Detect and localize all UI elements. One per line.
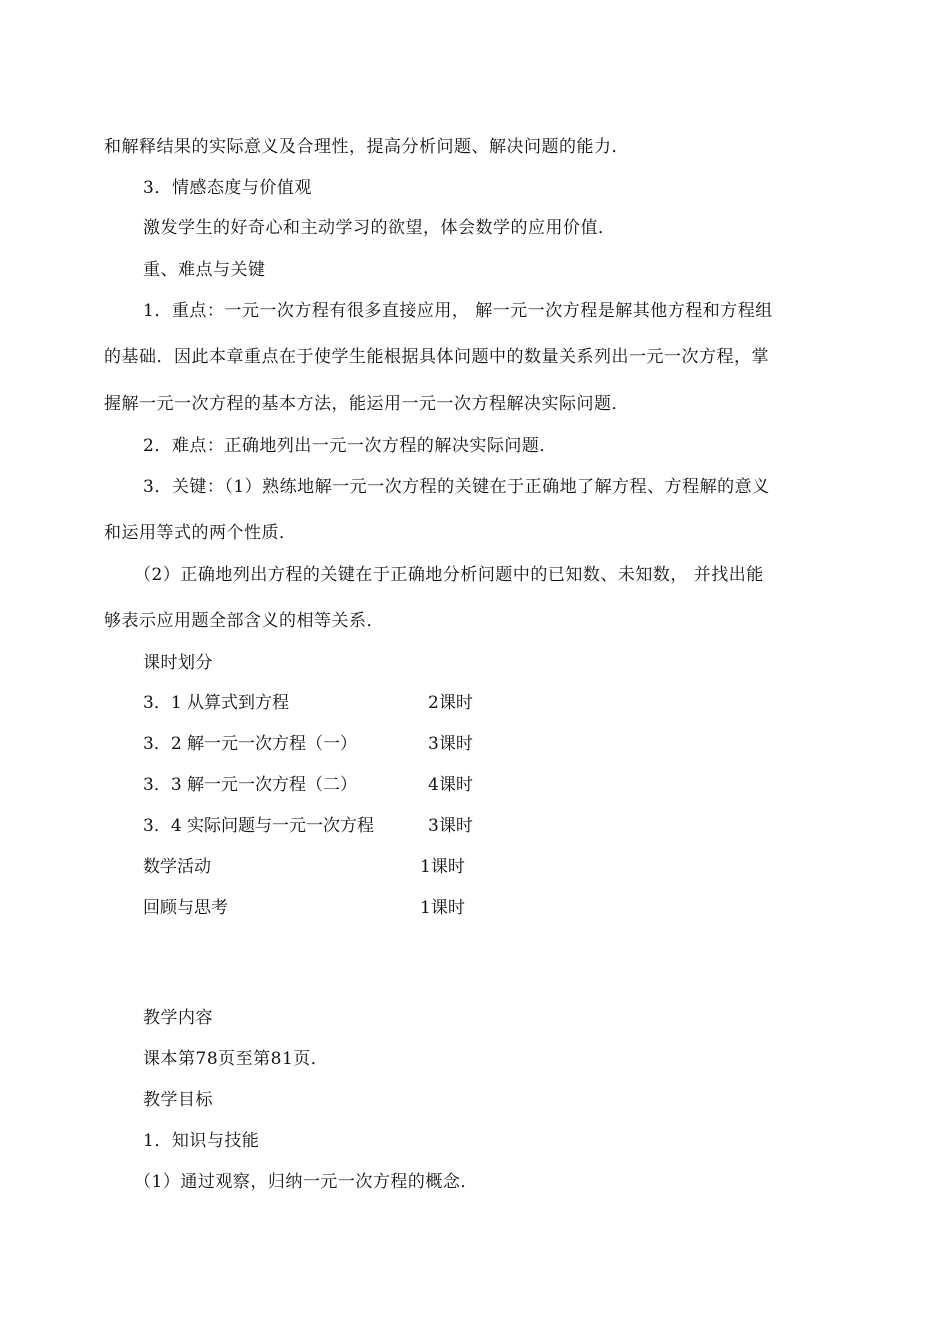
schedule-hours: 1课时 [420,857,465,877]
text-line: （2）正确地列出方程的关键在于正确地分析问题中的已知数、未知数， 并找出能 [134,565,764,585]
text-line: 3．关键：（1）熟练地解一元一次方程的关键在于正确地了解方程、方程解的意义 [143,477,770,497]
text-line: 2．难点：正确地列出一元一次方程的解决实际问题． [143,436,557,456]
schedule-name: 回顾与思考 [143,898,228,918]
section-heading: 1．知识与技能 [143,1131,260,1151]
schedule-hours: 3课时 [428,816,473,836]
text-line: 的基础．因此本章重点在于使学生能根据具体问题中的数量关系列出一元一次方程，掌 [104,347,769,367]
schedule-hours: 2课时 [428,693,473,713]
text-line: 激发学生的好奇心和主动学习的欲望，体会数学的应用价值． [143,218,616,238]
schedule-name: 3．2 解一元一次方程（一） [143,734,358,754]
text-line: 课本第78页至第81页． [143,1049,329,1069]
schedule-name: 数学活动 [143,857,211,877]
text-line: 握解一元一次方程的基本方法，能运用一元一次方程解决实际问题． [104,394,629,414]
schedule-hours: 1课时 [420,898,465,918]
section-heading: 课时划分 [143,653,213,673]
section-heading: 重、难点与关键 [143,260,266,280]
section-heading: 教学内容 [143,1008,213,1028]
text-line: 够表示应用题全部含义的相等关系． [104,611,384,631]
text-line: （1）通过观察，归纳一元一次方程的概念． [134,1172,478,1192]
section-heading: 教学目标 [143,1090,213,1110]
schedule-name: 3．3 解一元一次方程（二） [143,775,358,795]
schedule-hours: 4课时 [428,775,473,795]
text-line: 和解释结果的实际意义及合理性，提高分析问题、解决问题的能力． [104,137,629,157]
section-heading: 3．情感态度与价值观 [143,178,312,198]
schedule-name: 3．1 从算式到方程 [143,693,290,713]
schedule-name: 3．4 实际问题与一元一次方程 [143,816,375,836]
schedule-hours: 3课时 [428,734,473,754]
text-line: 和运用等式的两个性质． [104,523,297,543]
text-line: 1．重点：一元一次方程有很多直接应用， 解一元一次方程是解其他方程和方程组 [143,301,773,321]
